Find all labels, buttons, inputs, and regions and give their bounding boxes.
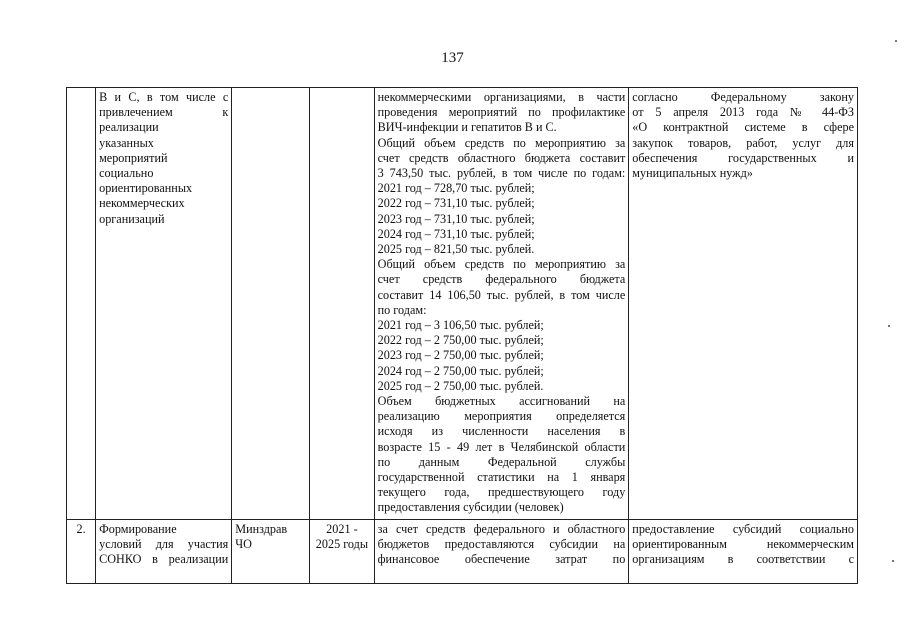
period-cell — [310, 519, 374, 583]
text-line: 2024 год – 731,10 тыс. рублей; — [377, 226, 535, 241]
text-line: текущего года, предшествующего году — [377, 485, 626, 500]
text-line: реализацию мероприятия определяется — [377, 409, 626, 424]
text-line: «О контрактной системе в сфере — [632, 120, 854, 135]
text-line: 2021 год – 728,70 тыс. рублей; — [377, 181, 535, 196]
measures-table — [66, 87, 858, 584]
text-line: от 5 апреля 2013 года № 44-ФЗ — [632, 105, 854, 120]
text-line: 2023 год – 2 750,00 тыс. рублей; — [377, 348, 544, 363]
period-cell — [310, 88, 374, 520]
text-line: указанных — [99, 135, 154, 150]
text-line: ориентированных — [99, 181, 193, 196]
basis-cell — [629, 88, 858, 520]
text-line: некоммерческих — [99, 196, 185, 211]
row-number-cell — [67, 88, 96, 520]
scan-speck — [892, 560, 894, 562]
text-line: 2022 год – 731,10 тыс. рублей; — [377, 196, 535, 211]
scan-speck — [895, 40, 897, 42]
scan-speck — [888, 325, 890, 327]
text-line: 2025 годы — [315, 536, 369, 551]
executor-cell — [232, 88, 310, 520]
text-line: ориентированным некоммерческим — [632, 536, 854, 551]
text-line: Формирование — [99, 521, 177, 536]
text-line: Общий объем средств по мероприятию за — [377, 257, 626, 272]
text-line: 3 743,50 тыс. рублей, в том числе по годам: — [377, 166, 626, 181]
text-line: 2021 год – 3 106,50 тыс. рублей; — [377, 318, 544, 333]
text-line: 2023 год – 731,10 тыс. рублей; — [377, 211, 535, 226]
text-line: финансовое обеспечение затрат по — [377, 552, 626, 567]
text-line: мероприятий — [99, 150, 168, 165]
text-line: проведения мероприятий по профилактике — [377, 105, 626, 120]
text-line: закупок товаров, работ, услуг для — [632, 135, 854, 150]
text-line: 2022 год – 2 750,00 тыс. рублей; — [377, 333, 544, 348]
text-line: согласно Федеральному закону — [632, 90, 854, 104]
text-line: предоставления субсидии (человек) — [377, 500, 564, 515]
row-number-cell: 2. — [67, 519, 96, 583]
text-line: государственной статистики на 1 января — [377, 470, 626, 485]
text-line: возрасте 15 - 49 лет в Челябинской области — [377, 439, 626, 454]
table-row — [67, 88, 858, 520]
text-line: составит 14 106,50 тыс. рублей, в том числе — [377, 287, 626, 302]
text-line: обеспечения государственных и — [632, 150, 854, 165]
text-line: условий для участия — [99, 536, 229, 551]
measure-name-cell — [96, 519, 232, 583]
text-line: предоставление субсидий социально — [632, 521, 854, 536]
text-line: счет средств областного бюджета составит — [377, 150, 626, 165]
text-line: по годам: — [377, 302, 427, 317]
text-line: реализации — [99, 120, 159, 135]
text-line: 2025 год – 821,50 тыс. рублей. — [377, 242, 535, 257]
text-line: 2021 - — [326, 521, 358, 536]
text-line: ВИЧ-инфекции и гепатитов В и С. — [377, 120, 557, 135]
text-line: организациям в соответствии с — [632, 552, 854, 567]
text-line: Общий объем средств по мероприятию за — [377, 135, 626, 150]
text-line: В и С, в том числе с — [99, 90, 229, 104]
page-number: 137 — [441, 50, 464, 66]
description-cell — [374, 88, 629, 520]
table-row — [67, 519, 858, 583]
text-line: счет средств федерального бюджета — [377, 272, 626, 287]
text-line: 2024 год – 2 750,00 тыс. рублей; — [377, 363, 544, 378]
text-line: исходя из численности населения в — [377, 424, 626, 439]
text-line: по данным Федеральной службы — [377, 454, 626, 469]
text-line: некоммерческими организациями, в части — [377, 90, 626, 104]
text-line: социально — [99, 166, 154, 181]
basis-cell — [629, 519, 858, 583]
description-cell — [374, 519, 629, 583]
measure-name-cell — [96, 88, 232, 520]
text-line: муниципальных нужд» — [632, 166, 753, 181]
text-line: 2025 год – 2 750,00 тыс. рублей. — [377, 378, 544, 393]
text-line: Объем бюджетных ассигнований на — [377, 394, 626, 409]
text-line: привлечением к — [99, 105, 229, 120]
executor-cell: Минздрав ЧО — [232, 519, 310, 583]
text-line: бюджетов предоставляются субсидии на — [377, 536, 626, 551]
text-line: за счет средств федерального и областного — [377, 521, 626, 536]
text-line: организаций — [99, 211, 165, 226]
text-line: СОНКО в реализации — [99, 552, 229, 567]
